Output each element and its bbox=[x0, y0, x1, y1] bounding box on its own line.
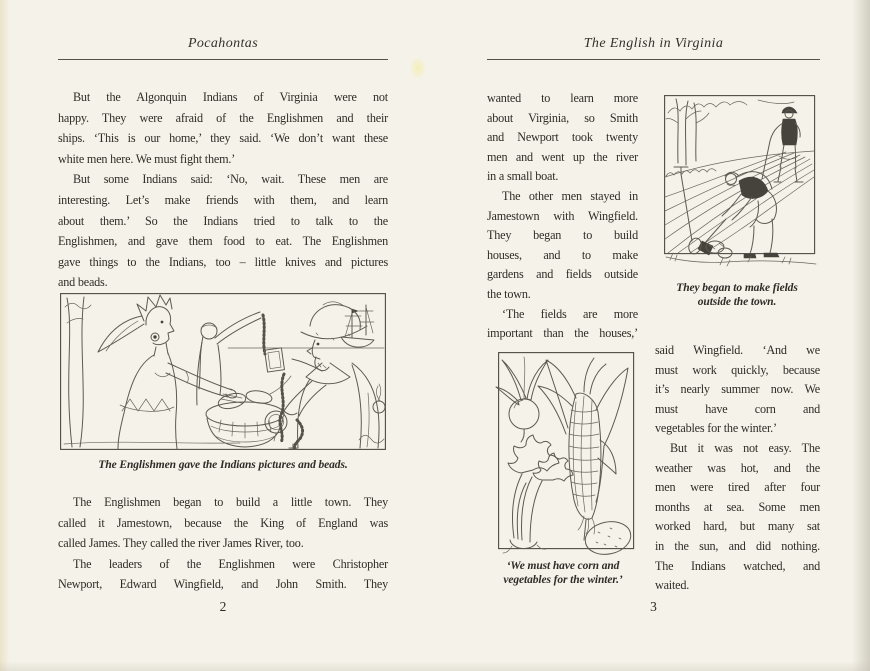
text-line: ‘The fields are more bbox=[502, 306, 638, 321]
text-line: Englishmen, and gave them food to eat. The Englishmen bbox=[58, 234, 388, 249]
text-line: The Indians watched, and bbox=[655, 558, 820, 573]
text-line: houses, and to make bbox=[487, 247, 638, 262]
right-column-left bbox=[487, 89, 638, 344]
digging-man-sketch bbox=[698, 172, 779, 258]
text-line: and beads. bbox=[58, 275, 108, 290]
hanging-beads-top bbox=[263, 315, 265, 354]
text-line: months at sea. Some men bbox=[655, 499, 820, 514]
illustration-trading-scene bbox=[60, 293, 386, 450]
field-furrows-sketch bbox=[665, 151, 814, 253]
head-rule-left bbox=[58, 59, 388, 60]
caption-trading-scene: The Englishmen gave the Indians pictures and beads. bbox=[98, 459, 348, 471]
paragraph bbox=[487, 89, 638, 187]
trading-scene-drawing bbox=[60, 293, 386, 450]
paragraph bbox=[58, 554, 388, 595]
text-line: wanted to learn more bbox=[487, 91, 638, 105]
text-line: it’s nearly summer now. We bbox=[655, 382, 820, 397]
corn-sketch bbox=[538, 358, 628, 540]
left-text-block-1 bbox=[58, 87, 388, 293]
right-column-right bbox=[655, 341, 820, 596]
englishman-sketch bbox=[265, 302, 380, 450]
text-line: interesting. Let’s make friends with them, and learn bbox=[58, 192, 388, 207]
framed-picture-sketch bbox=[265, 348, 285, 372]
text-line: waited. bbox=[655, 578, 690, 593]
left-text-block-2 bbox=[58, 492, 388, 595]
native-man-sketch bbox=[98, 295, 236, 449]
text-line: in the sun, and did nothing. bbox=[655, 538, 820, 553]
text-line: about them.’ So the Indians tried to talk to the bbox=[58, 213, 388, 228]
text-line: important than the houses,’ bbox=[487, 326, 638, 341]
text-line: and Newport took twenty bbox=[487, 130, 638, 145]
text-line: said Wingfield. ‘And we bbox=[655, 343, 820, 357]
text-line: The other men stayed in bbox=[502, 188, 638, 203]
page-left bbox=[58, 0, 388, 671]
paragraph bbox=[655, 439, 820, 596]
page-number-right: 3 bbox=[650, 599, 657, 614]
field-scene-drawing bbox=[662, 93, 820, 283]
text-line: The Englishmen began to build a little town. They bbox=[73, 495, 388, 509]
text-line: happy. They were afraid of the Englishmen and their bbox=[58, 110, 388, 125]
running-head-right: The English in Virginia bbox=[583, 36, 724, 51]
text-line: the town. bbox=[487, 286, 531, 301]
caption-line: vegetables for the winter.’ bbox=[503, 574, 623, 586]
paragraph bbox=[487, 305, 638, 344]
trees-sketch bbox=[666, 99, 794, 165]
running-head-left: Pocahontas bbox=[187, 36, 259, 51]
text-line: But it was not easy. The bbox=[670, 440, 820, 455]
text-line: They began to build bbox=[487, 228, 638, 243]
text-line: The leaders of the Englishmen were Christopher bbox=[73, 556, 388, 571]
paragraph bbox=[58, 169, 388, 293]
paragraph bbox=[487, 187, 638, 305]
text-line: white men here. We must fight them.’ bbox=[58, 151, 236, 166]
plants-sketch bbox=[64, 384, 385, 444]
caption-line: They began to make fields bbox=[676, 282, 798, 294]
text-line: vegetables for the winter.’ bbox=[655, 421, 777, 436]
illustration-vegetables bbox=[488, 350, 638, 556]
paragraph bbox=[58, 87, 388, 169]
text-line: But the Algonquin Indians of Virginia were not bbox=[73, 90, 388, 104]
text-line: must have corn and bbox=[655, 401, 820, 416]
radish-sketch bbox=[496, 357, 548, 442]
paragraph bbox=[655, 341, 820, 439]
paragraph bbox=[58, 492, 388, 554]
page-right bbox=[487, 0, 820, 671]
vegetables-drawing bbox=[488, 350, 638, 560]
text-line: But some Indians said: ‘No, wait. These men are bbox=[73, 172, 388, 187]
text-line: Jamestown with Wingfield. bbox=[487, 208, 638, 223]
ship-sketch bbox=[341, 305, 374, 347]
text-line: men were tired after four bbox=[655, 480, 820, 495]
celery-sketch bbox=[503, 435, 573, 553]
scan-edge-right bbox=[852, 0, 870, 671]
caption-vegetables bbox=[479, 559, 647, 587]
text-line: called it Jamestown, because the King of England was bbox=[58, 515, 388, 530]
tree-sketch bbox=[65, 297, 91, 447]
text-line: gave things to the Indians, too – little knives and pictures bbox=[58, 254, 388, 269]
scan-edge-left bbox=[0, 0, 10, 671]
illustration-field-scene bbox=[662, 93, 820, 279]
text-line: gardens and fields outside bbox=[487, 267, 638, 282]
standing-man-sketch bbox=[762, 107, 803, 182]
text-line: ships. ‘This is our home,’ they said. ‘We don’t want these bbox=[58, 131, 388, 146]
text-line: men and went up the river bbox=[487, 149, 638, 164]
text-line: called James. They called the river James River, too. bbox=[58, 536, 304, 551]
text-line: worked hard, but many sat bbox=[655, 519, 820, 534]
caption-field-scene bbox=[647, 281, 827, 309]
text-line: about Virginia, so Smith bbox=[487, 110, 638, 125]
text-line: Newport, Edward Wingfield, and John Smith. They bbox=[58, 577, 388, 592]
text-line: weather was hot, and the bbox=[655, 460, 820, 475]
scan-smudge bbox=[411, 58, 425, 78]
text-line: must work quickly, because bbox=[655, 362, 820, 377]
text-line: in a small boat. bbox=[487, 169, 559, 184]
head-rule-right bbox=[487, 59, 820, 60]
page-number-left: 2 bbox=[219, 599, 227, 614]
potato-sketch bbox=[582, 518, 634, 559]
caption-line: outside the town. bbox=[697, 296, 777, 308]
caption-line: ‘We must have corn and bbox=[506, 560, 620, 572]
